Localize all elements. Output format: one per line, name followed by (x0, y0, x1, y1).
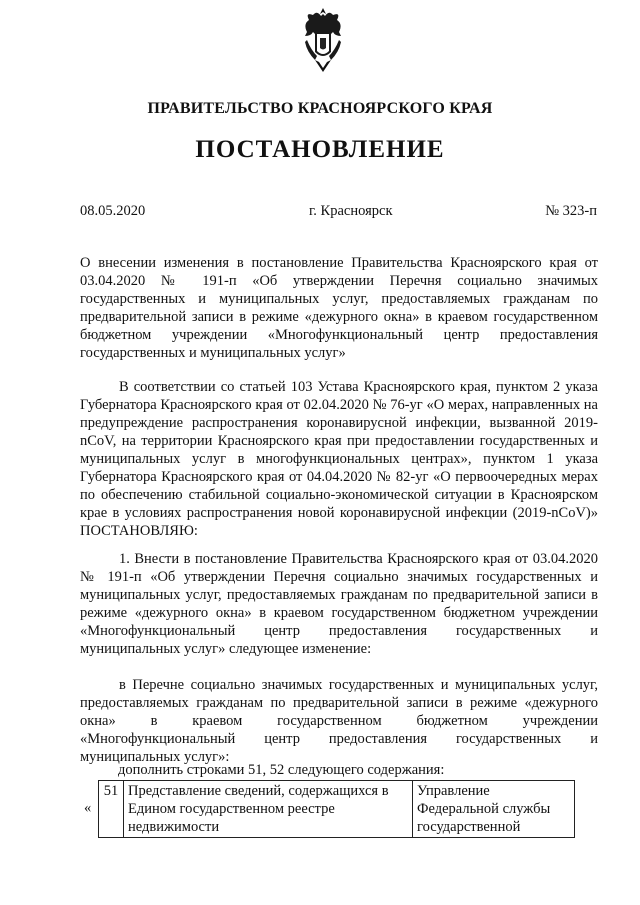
document-date: 08.05.2020 (80, 203, 146, 219)
row-number: 51 (99, 781, 124, 838)
item-1-paragraph: 1. Внести в постановление Правительства Красноярского края от 03.04.2020 № 191-п «Об утверждении Перечня социально значимых государственных и муниципальных услуг, предоставляемых гражданам по предварительной записи в режиме «дежурного окна» в краевом государственном бюджетном учреждении «Многофункциональный центр предоставления государственных и муниципальных услуг» следующее изменение: (80, 551, 598, 657)
document-number: № 323-п (545, 203, 597, 219)
document-subject: О внесении изменения в постановление Правительства Красноярского края от 03.04.2020 № 191-п «Об утверждении Перечня социально значимых государственных и муниципальных услуг, предоставляемых гражданам по предварительной записи в режиме «дежурного окна» в краевом государственном бюджетном учреждении «Многофункциональный центр предоставления государственных и муниципальных услуг» (80, 255, 598, 361)
service-name: Представление сведений, содержащихся в Едином государственном реестре недвижимости (124, 781, 413, 838)
table-row (99, 781, 575, 838)
authority-name: Управление Федеральной службы государственной (413, 781, 575, 838)
basis-paragraph: В соответствии со статьей 103 Устава Красноярского края, пунктом 2 указа Губернатора Красноярского края от 02.04.2020 № 76-уг «О мерах, направленных на предупреждение распространения коронавирусной инфекции, вызванной 2019-nCoV, на территории Красноярского края при предоставлении государственных и муниципальных услуг в многофункциональных центрах», пунктом 1 указа Губернатора Красноярского края от 04.04.2020 № 82-уг «О первоочередных мерах по обеспечению стабильной социально-экономической ситуации в Красноярском крае в условиях распространения новой коронавирусной инфекции (2019-nCoV)» ПОСТАНОВЛЯЮ: (80, 379, 598, 539)
list-change-paragraph: в Перечне социально значимых государственных и муниципальных услуг, предоставляемых гражданам по предварительной записи в режиме «дежурного окна» в краевом государственном бюджетном учреждении «Многофункциональный центр предоставления государственных и муниципальных услуг»: (80, 677, 598, 765)
coat-of-arms-emblem (301, 6, 345, 76)
document-city: г. Красноярск (309, 203, 393, 219)
document-title: ПОСТАНОВЛЕНИЕ (195, 136, 445, 163)
add-rows-paragraph: дополнить строками 51, 52 следующего содержания: (118, 762, 445, 778)
services-table (98, 780, 575, 838)
government-name: ПРАВИТЕЛЬСТВО КРАСНОЯРСКОГО КРАЯ (147, 100, 493, 117)
opening-quote: « (84, 800, 92, 816)
